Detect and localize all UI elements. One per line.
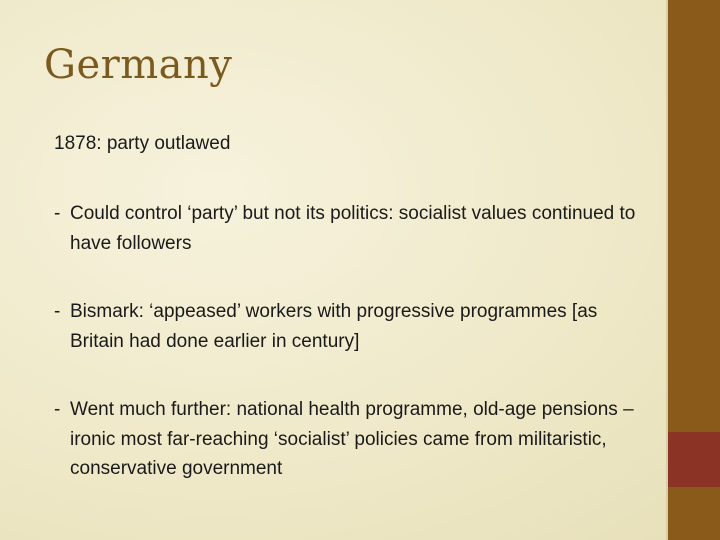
bullet-item (54, 199, 644, 258)
bullet-marker: - (54, 399, 61, 420)
bullet-marker: - (54, 203, 61, 224)
bullet-item (54, 297, 644, 356)
bullet-text: Bismark: ‘appeased’ workers with progressive programmes [as Britain had done earlier in century] (70, 301, 598, 352)
bullet-text: Went much further: national health programme, old-age pensions – ironic most far-reaching ‘socialist’ policies came from militaristic, conservative government (70, 399, 634, 479)
slide-subheading: 1878: party outlawed (54, 133, 231, 154)
bullet-marker: - (54, 301, 61, 322)
bullet-text: Could control ‘party’ but not its politics: socialist values continued to have followers (70, 203, 636, 254)
slide-title: Germany (44, 42, 233, 88)
bullet-item (54, 395, 644, 484)
side-accent-block (668, 432, 720, 487)
